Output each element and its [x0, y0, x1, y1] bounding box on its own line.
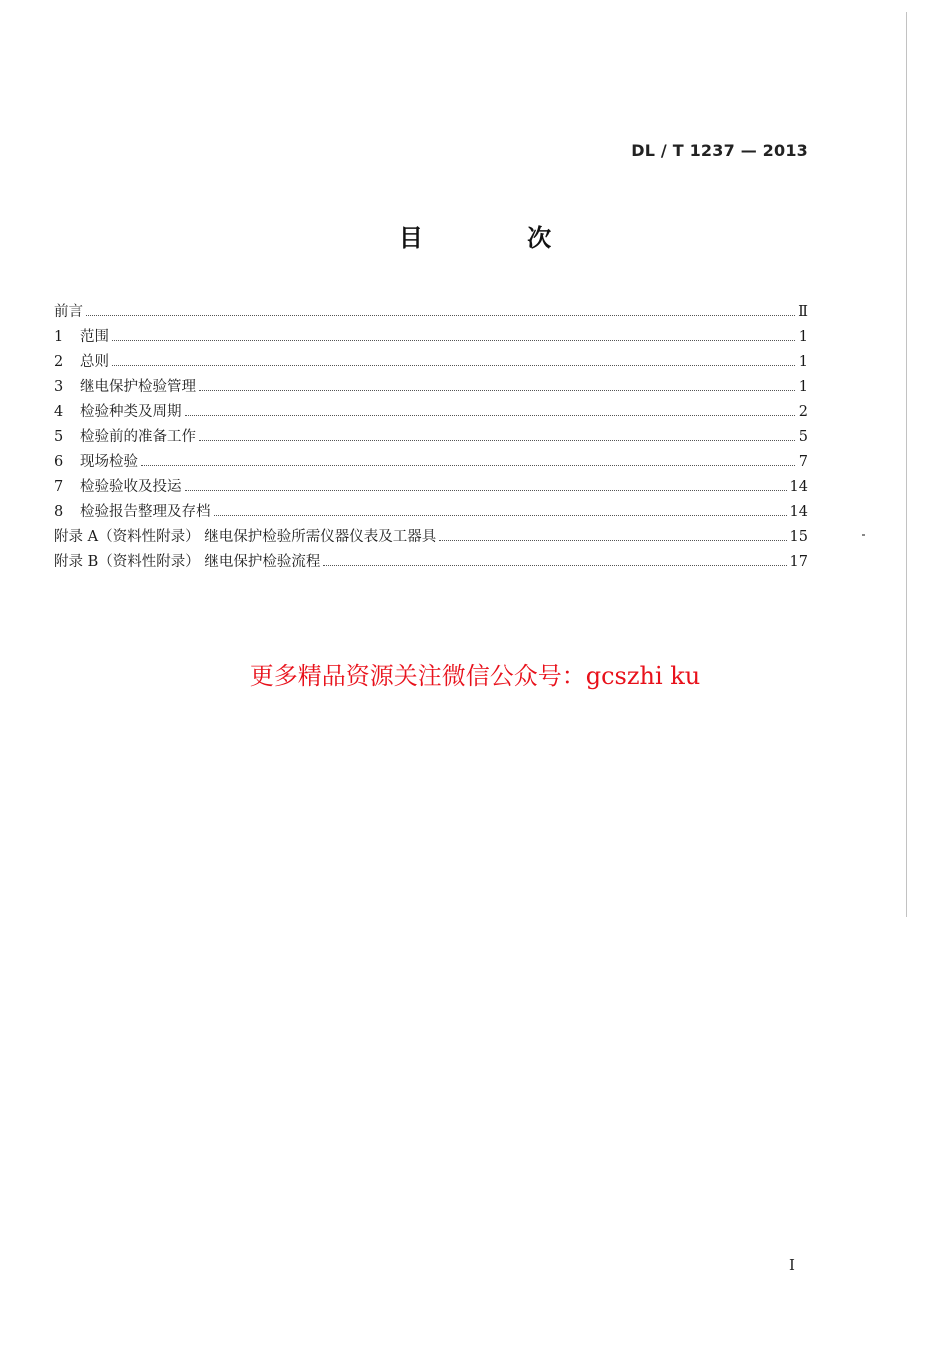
toc-entry-number: 6 [54, 454, 64, 470]
toc-entry-number: 7 [54, 479, 64, 495]
standard-code: DL / T 1237 — 2013 [631, 141, 808, 160]
toc-leader-dots [185, 490, 787, 491]
toc-leader-dots [323, 565, 786, 566]
footer-page-number: I [789, 1256, 795, 1274]
toc-leader-dots [185, 415, 796, 416]
toc-entry-label: 检验前的准备工作 [80, 429, 196, 445]
toc-entry-number: 8 [54, 504, 64, 520]
toc-entry-number: 4 [54, 404, 64, 420]
scan-speck [862, 534, 865, 536]
toc-entry-label: 附录 B（资料性附录） 继电保护检验流程 [54, 554, 321, 570]
toc-entry-page: 1 [798, 329, 808, 345]
toc-entry[interactable] [54, 550, 808, 575]
toc-entry[interactable] [54, 375, 808, 400]
table-of-contents [54, 300, 808, 575]
toc-entry-page: 1 [798, 354, 808, 370]
toc-entry-page: 1 [798, 379, 808, 395]
toc-entry-page: 5 [798, 429, 808, 445]
toc-leader-dots [199, 390, 795, 391]
toc-entry-number: 1 [54, 329, 64, 345]
toc-leader-dots [199, 440, 795, 441]
toc-leader-dots [112, 340, 795, 341]
toc-leader-dots [141, 465, 795, 466]
toc-entry[interactable] [54, 425, 808, 450]
toc-entry-label: 现场检验 [80, 454, 138, 470]
toc-entry[interactable] [54, 500, 808, 525]
toc-entry[interactable] [54, 350, 808, 375]
toc-entry[interactable] [54, 450, 808, 475]
toc-entry-page: Ⅱ [798, 304, 808, 320]
toc-entry-number: 2 [54, 354, 64, 370]
toc-entry-label: 前言 [54, 304, 83, 320]
toc-entry-label: 附录 A（资料性附录） 继电保护检验所需仪器仪表及工器具 [54, 529, 437, 545]
toc-entry-label: 检验验收及投运 [80, 479, 182, 495]
toc-entry[interactable] [54, 400, 808, 425]
toc-title: 目 次 [398, 224, 600, 252]
toc-entry[interactable] [54, 525, 808, 550]
toc-entry-label: 检验报告整理及存档 [80, 504, 211, 520]
toc-entry-label: 继电保护检验管理 [80, 379, 196, 395]
toc-entry[interactable] [54, 325, 808, 350]
toc-entry-page: 15 [789, 529, 808, 545]
toc-entry-label: 总则 [80, 354, 109, 370]
toc-entry-page: 17 [789, 554, 808, 570]
toc-entry-number: 5 [54, 429, 64, 445]
toc-leader-dots [86, 315, 795, 316]
toc-entry-page: 7 [798, 454, 808, 470]
toc-leader-dots [214, 515, 787, 516]
toc-entry-page: 2 [798, 404, 808, 420]
toc-entry-page: 14 [789, 479, 808, 495]
scan-edge-line [906, 12, 907, 917]
toc-entry-number: 3 [54, 379, 64, 395]
toc-entry[interactable] [54, 475, 808, 500]
toc-entry-label: 检验种类及周期 [80, 404, 182, 420]
toc-leader-dots [112, 365, 795, 366]
toc-entry-label: 范围 [80, 329, 109, 345]
toc-entry-page: 14 [789, 504, 808, 520]
promo-text: 更多精品资源关注微信公众号：gcszhi ku [249, 662, 701, 690]
toc-leader-dots [439, 540, 786, 541]
toc-entry[interactable] [54, 300, 808, 325]
